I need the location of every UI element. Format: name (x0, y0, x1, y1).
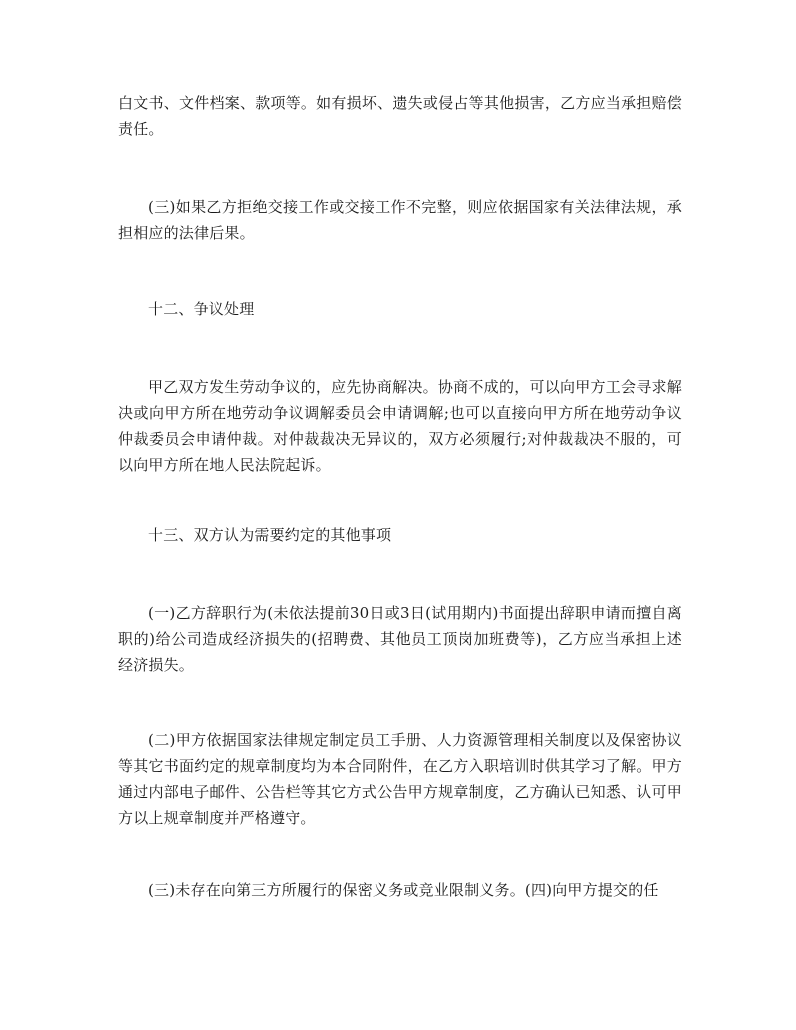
paragraph-item-3: (三)未存在向第三方所履行的保密义务或竞业限制义务。(四)向甲方提交的任 (148, 881, 659, 899)
paragraph-item-2: (二)甲方依据国家法律规定制定员工手册、人力资源管理相关制度以及保密协议等其它书面约定的规章制度均为本合同附件，在乙方入职培训时供其学习了解。甲方通过内部电子邮件、公告栏等其它方式公告甲方规章制度，乙方确认已知悉、认可甲方以上规章制度并严格遵守。 (118, 731, 682, 827)
paragraph-dispute-resolution: 甲乙双方发生劳动争议的，应先协商解决。协商不成的，可以向甲方工会寻求解决或向甲方所在地劳动争议调解委员会申请调解;也可以直接向甲方所在地劳动争议仲裁委员会申请仲裁。对仲裁裁决无异议的，双方必须履行;对仲裁裁决不服的，可以向甲方所在地人民法院起诉。 (118, 378, 682, 474)
section-heading-12: 十二、争议处理 (148, 300, 255, 318)
paragraph-continuation: 白文书、文件档案、款项等。如有损坏、遗失或侵占等其他损害，乙方应当承担赔偿责任。 (118, 94, 682, 138)
paragraph-clause-3: (三)如果乙方拒绝交接工作或交接工作不完整，则应依据国家有关法律法规，承担相应的法律后果。 (118, 198, 682, 242)
section-heading-13: 十三、双方认为需要约定的其他事项 (148, 526, 392, 544)
paragraph-item-1: (一)乙方辞职行为(未依法提前30日或3日(试用期内)书面提出辞职申请而擅自离职的)给公司造成经济损失的(招聘费、其他员工顶岗加班费等)，乙方应当承担上述经济损失。 (118, 604, 682, 674)
